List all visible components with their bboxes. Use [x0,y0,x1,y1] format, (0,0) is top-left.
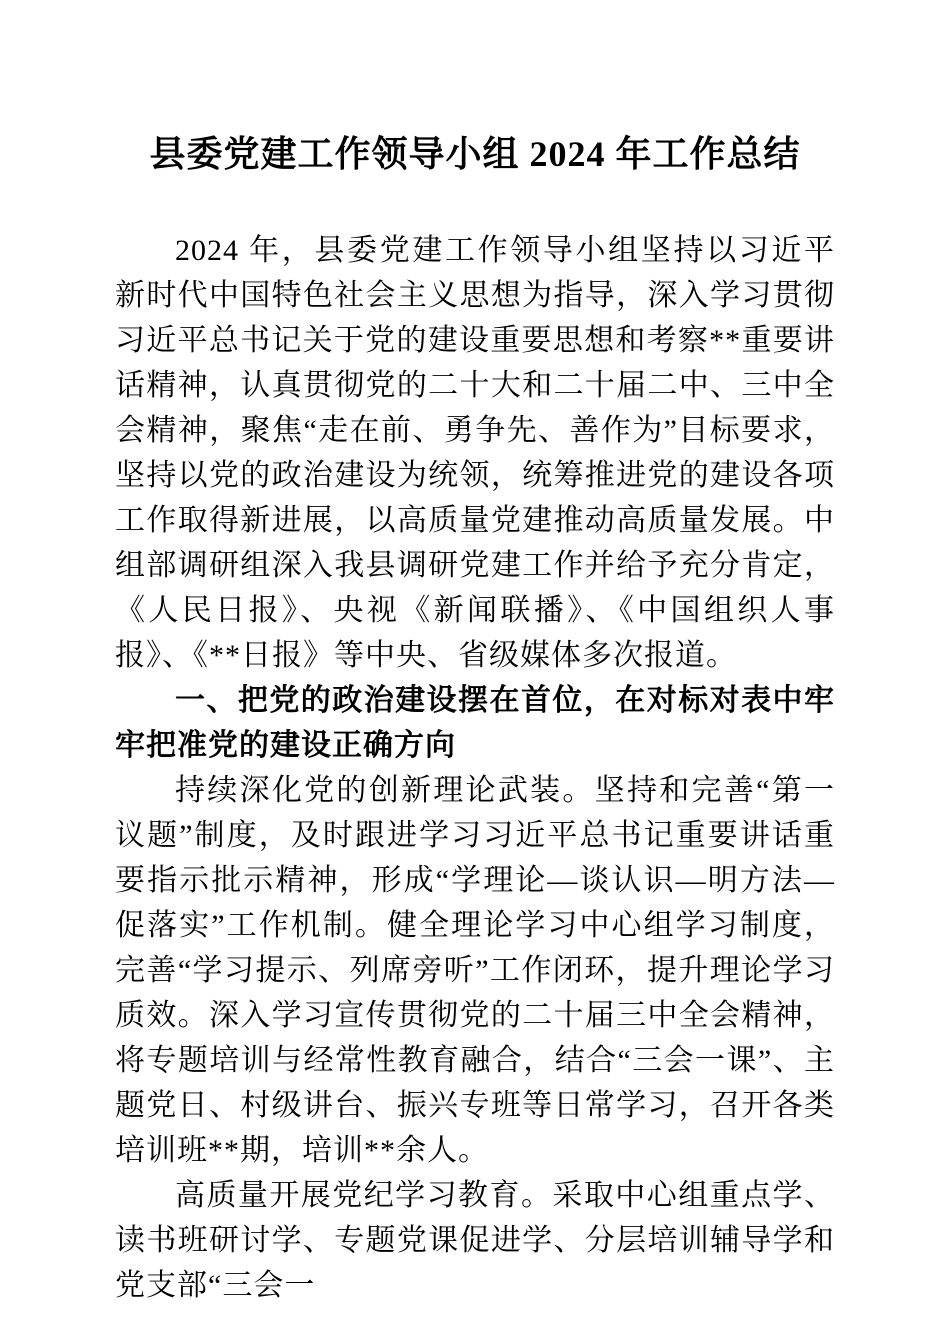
body-paragraph: 持续深化党的创新理论武装。坚持和完善“第一议题”制度，及时跟进学习习近平总书记重要讲话重要指示批示精神，形成“学理论—谈认识—明方法—促落实”工作机制。健全理论学习中心组学习制度，完善“学习提示、列席旁听”工作闭环，提升理论学习质效。深入学习宣传贯彻党的二十届三中全会精神，将专题培训与经常性教育融合，结合“三会一课”、主题党日、村级讲台、振兴专班等日常学习，召开各类培训班**期，培训**余人。 [115,774,835,1168]
document-body [115,228,835,1308]
section-heading: 一、把党的政治建设摆在首位，在对标对表中牢牢把准党的建设正确方向 [115,684,835,763]
document-title: 县委党建工作领导小组 2024 年工作总结 [149,134,801,174]
body-paragraph: 高质量开展党纪学习教育。采取中心组重点学、读书班研讨学、专题党课促进学、分层培训辅导学和党支部“三会一 [115,1179,835,1303]
body-paragraph: 2024 年，县委党建工作领导小组坚持以习近平新时代中国特色社会主义思想为指导，深入学习贯彻习近平总书记关于党的建设重要思想和考察**重要讲话精神，认真贯彻党的二十大和二十届二中、三中全会精神，聚焦“走在前、勇争先、善作为”目标要求，坚持以党的政治建设为统领，统筹推进党的建设各项工作取得新进展，以高质量党建推动高质量发展。中组部调研组深入我县调研党建工作并给予充分肯定，《人民日报》、央视《新闻联播》、《中国组织人事报》、《**日报》等中央、省级媒体多次报道。 [115,234,835,673]
